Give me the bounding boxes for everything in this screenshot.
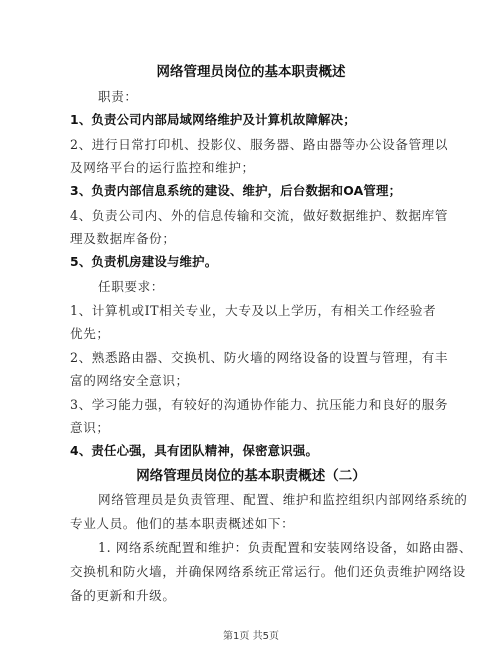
req-item-4: 4、责任心强，具有团队精神，保密意识强。 xyxy=(70,443,319,458)
para-2-line2: 交换机和防火墙，并确保网络系统正常运行。他们还负责维护网络设 xyxy=(70,564,466,579)
req-item-3-line1: 3、学习能力强，有较好的沟通协作能力、抗压能力和良好的服务 xyxy=(70,397,449,412)
duty-item-1: 1、负责公司内部局域网络维护及计算机故障解决； xyxy=(70,112,356,127)
section-2-title: 网络管理员岗位的基本职责概述（二） xyxy=(136,468,366,484)
duty-item-2-line1: 2、进行日常打印机、投影仪、服务器、路由器等办公设备管理以 xyxy=(70,137,449,152)
duty-item-4-line1: 4、负责公司内、外的信息传输和交流，做好数据维护、数据库管 xyxy=(70,208,449,223)
para-2-line1: 1. 网络系统配置和维护：负责配置和安装网络设备，如路由器、 xyxy=(98,540,473,555)
duty-item-3: 3、负责内部信息系统的建设、维护，后台数据和OA管理； xyxy=(70,183,402,198)
req-item-3-line2: 意识； xyxy=(70,420,110,435)
req-item-1-line1: 1、计算机或IT相关专业，大专及以上学历，有相关工作经验者 xyxy=(70,303,437,318)
requirements-heading: 任职要求： xyxy=(98,279,164,294)
req-item-1-line2: 优先； xyxy=(70,326,110,341)
para-1-line2: 专业人员。他们的基本职责概述如下： xyxy=(70,516,295,531)
req-item-2-line2: 富的网络安全意识； xyxy=(70,373,189,388)
para-1-line1: 网络管理员是负责管理、配置、维护和监控组织内部网络系统的 xyxy=(98,492,468,507)
req-item-2-line1: 2、熟悉路由器、交换机、防火墙的网络设备的设置与管理，有丰 xyxy=(70,350,449,365)
para-2-line3: 备的更新和升级。 xyxy=(70,588,176,603)
duty-heading: 职责： xyxy=(98,89,138,104)
duty-item-2-line2: 及网络平台的运行监控和维护； xyxy=(70,160,255,175)
duty-item-5: 5、负责机房建设与维护。 xyxy=(70,254,218,269)
duty-item-4-line2: 理及数据库备份； xyxy=(70,231,176,246)
page-footer: 第1页 共5页 xyxy=(223,631,279,642)
doc-title: 网络管理员岗位的基本职责概述 xyxy=(156,64,346,80)
